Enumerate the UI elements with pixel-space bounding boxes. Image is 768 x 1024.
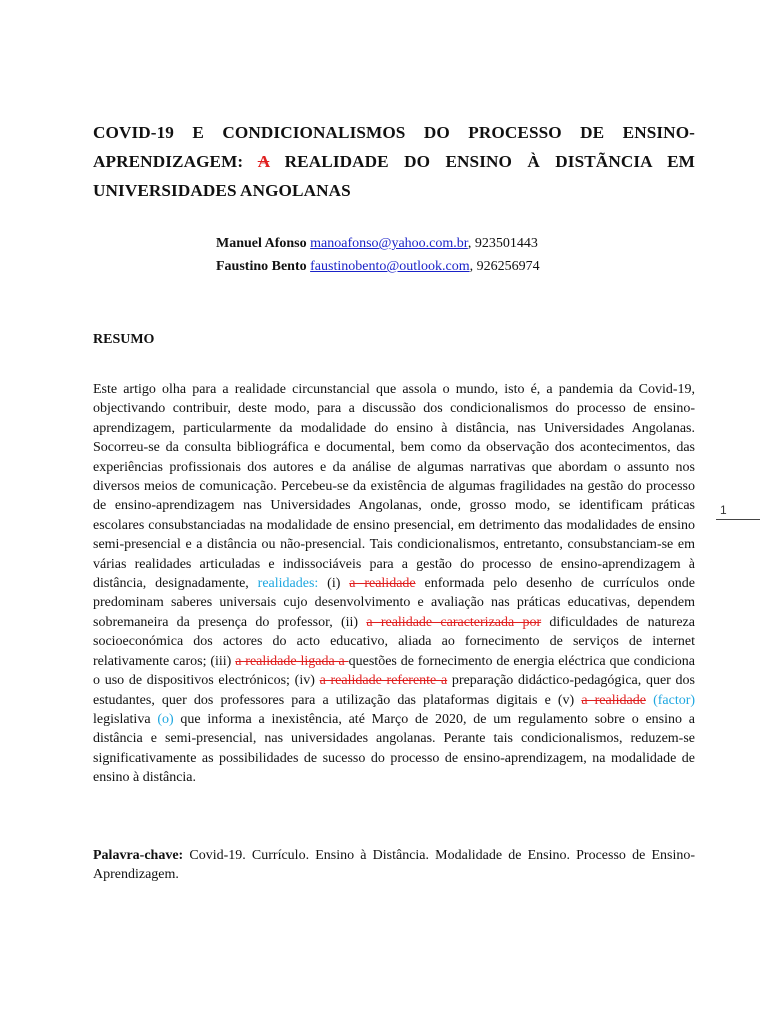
title-part-2: REALIDADE DO ENSINO À DISTÃNCIA EM UNIVERSIDADES ANGOLANAS <box>93 152 695 200</box>
paper-title <box>93 118 695 205</box>
comment-marker[interactable]: 1 <box>720 503 727 517</box>
abstract-text: enformada pelo desenho de currículos onde predominam saberes universais cujo desenvolvimento e avaliação nas práticas educativas, dependem sobremaneira da presença do professor, (ii) <box>93 576 696 630</box>
comment-connector-line <box>716 519 760 520</box>
inserted-text: (o) <box>157 711 174 727</box>
author-email-link[interactable]: manoafonso@yahoo.com.br <box>310 236 468 251</box>
author-name: Faustino Bento <box>216 259 307 274</box>
keywords-text: Covid-19. Currículo. Ensino à Distância. Modalidade de Ensino. Processo de Ensino-Aprendizagem. <box>93 848 695 883</box>
author-line <box>216 255 656 278</box>
abstract-text: legislativa <box>93 711 158 727</box>
author-email-link[interactable]: faustinobento@outlook.com <box>310 259 470 274</box>
abstract-paragraph <box>93 380 695 788</box>
abstract-heading: RESUMO <box>93 332 155 347</box>
abstract-text <box>646 693 653 708</box>
deleted-text: a realidade caracterizada por <box>366 614 542 630</box>
deleted-text: a realidade ligada a <box>235 653 349 669</box>
authors-block <box>216 232 656 278</box>
inserted-text: realidades: <box>257 576 319 592</box>
abstract-text: que informa a inexistência, até Março de 2020, de um regulamento sobre o ensino a distância e semi-presencial, nas universidades angolanas. Perante tais condicionalismos, reduzem-se significativamente as possibilidades de sucesso do processo de ensino-aprendizagem, na modalidade de ensino à distância. <box>93 711 695 786</box>
author-name: Manuel Afonso <box>216 236 307 251</box>
inserted-text: (factor) <box>653 692 696 708</box>
abstract-text: questões de fornecimento de energia eléctrica que condiciona o uso de dispositivos electrónicos; (iv) <box>93 653 695 689</box>
title-deleted-text: A <box>257 152 270 171</box>
abstract-text: (i) <box>318 576 350 592</box>
deleted-text: a realidade <box>581 692 646 708</box>
author-phone: , 926256974 <box>469 259 540 274</box>
deleted-text: a realidade <box>349 576 416 592</box>
author-phone: , 923501443 <box>467 236 538 251</box>
title-part-1: COVID-19 E CONDICIONALISMOS DO PROCESSO DE ENSINO-APRENDIZAGEM: <box>93 123 695 171</box>
abstract-text: Este artigo olha para a realidade circunstancial que assola o mundo, isto é, a pandemia da Covid-19, objectivando contribuir, deste modo, para a discussão dos condicionalismos do processo de ensino-aprendizagem, particularmente da modalidade do ensino à distância, nas Universidades Angolanas. Socorreu-se da consulta bibliográfica e documental, bem como da observação dos acontecimentos, das experiências profissionais dos autores e da análise de algumas narrativas que abordam o assunto nos diversos meios de comunicação. Percebeu-se da existência de algumas fragilidades na gestão do processo de ensino-aprendizagem nas Universidades Angolanas, onde, grosso modo, se identificam práticas escolares consubstanciadas na modalidade de ensino presencial, em detrimento das modalidades de ensino semi-presencial e a distância ou não-presencial. Tais condicionalismos, entretanto, consubstanciam-se em várias realidades articuladas e indissociáveis para a gestão do processo de ensino-aprendizagem à distância, designadamente, <box>93 382 695 592</box>
abstract-text: preparação didáctico-pedagógica, quer dos estudantes, quer dos professores para a utilização das plataformas digitais e (v) <box>93 673 695 708</box>
keywords-paragraph <box>93 846 695 885</box>
author-line <box>216 232 656 255</box>
deleted-text: a realidade referente a <box>319 673 448 689</box>
keywords-label: Palavra-chave: <box>93 848 184 863</box>
abstract-text: dificuldades de natureza socioeconómica dos actores do acto educativo, aliada ao fornecimento de serviços de internet relativamente caros; (iii) <box>93 614 695 669</box>
